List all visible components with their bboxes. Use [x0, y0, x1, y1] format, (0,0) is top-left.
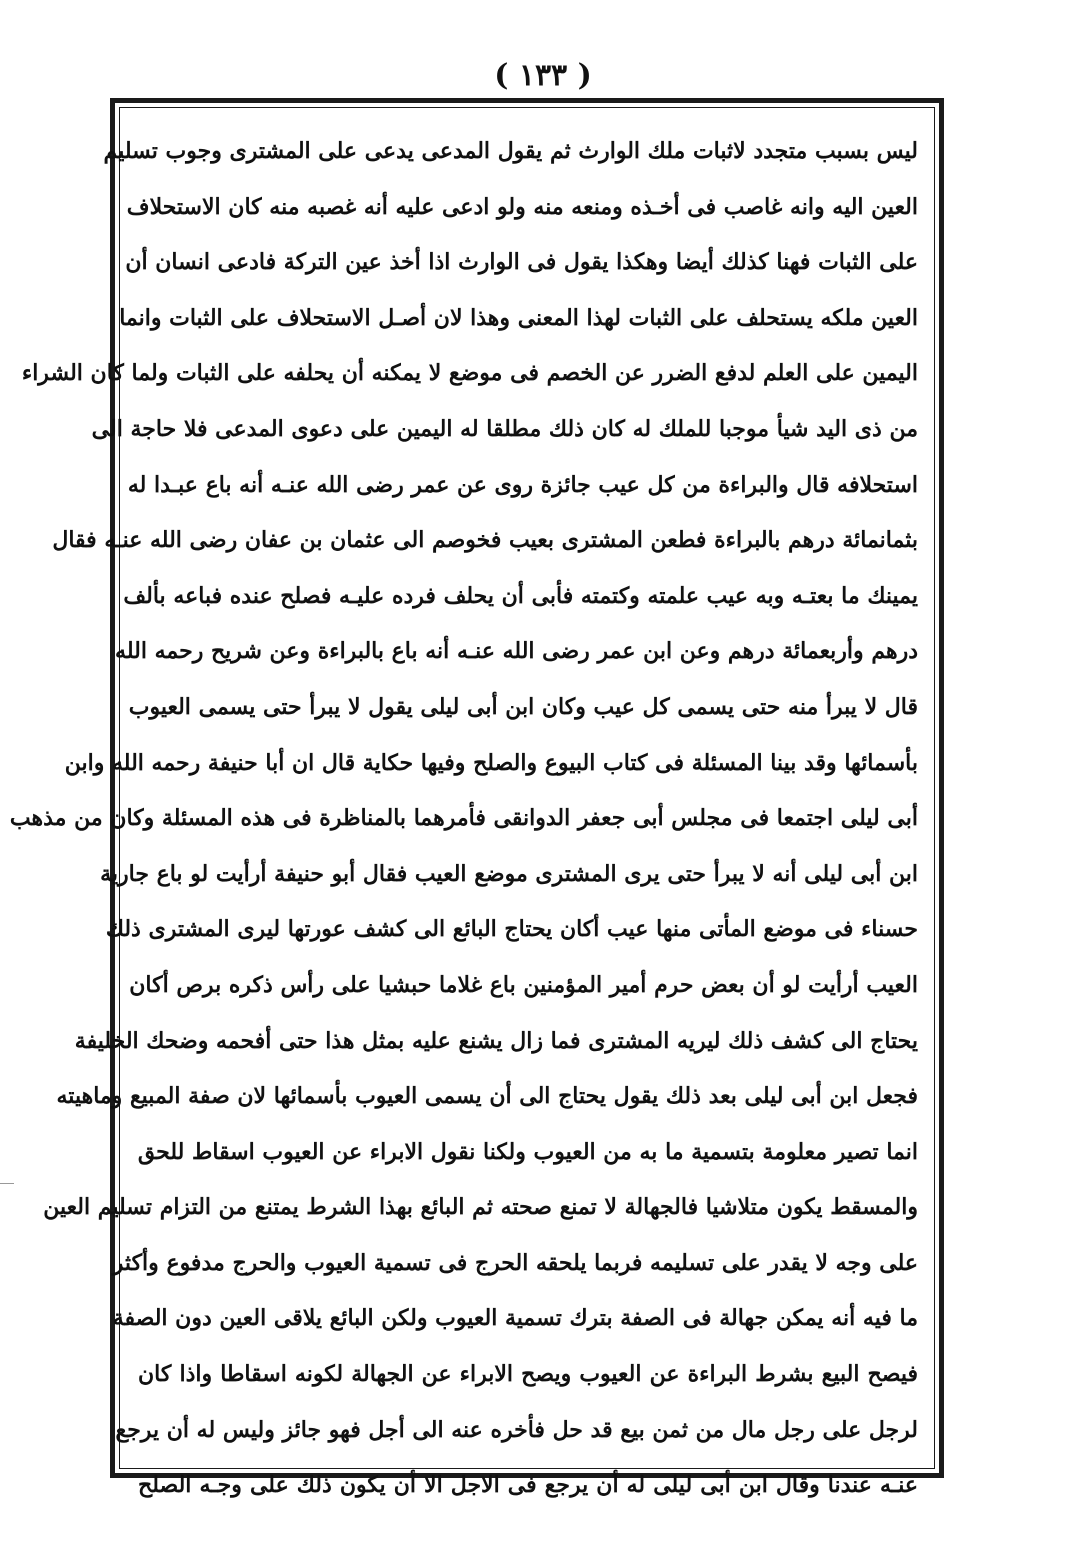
page-number: ( ١٣٣ ) — [494, 58, 592, 93]
text-line: ليس بسبب متجدد لاثبات ملك الوارث ثم يقول المدعى يدعى على المشترى وجوب تسليم — [103, 138, 918, 164]
text-line: اليمين على العلم لدفع الضرر عن الخصم فى موضع لا يمكنه أن يحلفه على الثبات ولما كان الشراء — [21, 360, 918, 387]
text-line: درهم وأربعمائة درهم وعن ابن عمر رضى الله عنـه أنه باع بالبراءة وعن شريح رحمه الله — [115, 638, 918, 665]
body-text — [9, 124, 918, 1499]
text-line: على وجه لا يقدر على تسليمه فربما يلحقه الحرج فى تسمية العيوب والحرج مدفوع وأكثر — [112, 1249, 918, 1276]
text-line: لرجل على رجل مال من ثمن بيع قد حل فأخره عنه الى أجل فهو جائز وليس له أن يرجع — [115, 1416, 918, 1443]
text-line: حسناء فى موضع المأتى منها عيب أكان يحتاج البائع الى كشف عورتها ليرى المشترى ذلك — [105, 916, 918, 943]
text-line: يحتاج الى كشف ذلك ليريه المشترى فما زال يشنع عليه بمثل هذا حتى أفحمه وضحك الخليفة — [74, 1027, 918, 1054]
text-line: بأسمائها وقد بينا المسئلة فى كتاب البيوع والصلح وفيها حكاية قال ان أبا حنيفة رحمه الله وابن — [64, 749, 918, 776]
text-line: العين اليه وانه غاصب فى أخـذه ومنعه منه ولو ادعى عليه أنه غصبه منه كان الاستحلاف — [126, 193, 918, 220]
text-line: ما فيه أنه يمكن جهالة فى الصفة بترك تسمية العيوب ولكن البائع يلاقى العين دون الصفة — [112, 1305, 918, 1332]
text-line: فجعل ابن أبى ليلى بعد ذلك يقول يحتاج الى أن يسمى العيوب بأسمائها لان صفة المبيع وماهيته — [56, 1083, 918, 1110]
text-line: قال لا يبرأ منه حتى يسمى كل عيب وكان ابن أبى ليلى يقول لا يبرأ حتى يسمى العيوب — [128, 693, 918, 720]
text-line: بثمانمائة درهم بالبراءة فطعن المشترى بعيب فخوصم الى عثمان بن عفان رضى الله عنـه فقال — [52, 527, 918, 554]
text-line: ابن أبى ليلى أنه لا يبرأ حتى يرى المشترى موضع العيب فقال أبو حنيفة أرأيت لو باع جارية — [100, 860, 918, 887]
text-line: عنـه عندنا وقال ابن أبى ليلى له أن يرجع فى الاجل الا أن يكون ذلك على وجـه الصلح — [138, 1472, 918, 1499]
text-line: من ذى اليد شيأ موجبا للملك له كان ذلك مطلقا له اليمين على دعوى المدعى فلا حاجة الى — [91, 415, 918, 442]
text-line: على الثبات فهنا كذلك أيضا وهكذا يقول فى الوارث اذا أخذ عين التركة فادعى انسان أن — [125, 249, 918, 276]
text-line: والمسقط يكون متلاشيا فالجهالة لا تمنع صحته ثم البائع بهذا الشرط يمتنع من التزام تسليم العين — [43, 1194, 918, 1221]
text-line: انما تصير معلومة بتسمية ما به من العيوب ولكنا نقول الابراء عن العيوب اسقاط للحق — [137, 1138, 918, 1165]
text-line: فيصح البيع بشرط البراءة عن العيوب ويصح الابراء عن الجهالة لكونه اسقاطا واذا كان — [138, 1361, 918, 1388]
text-line: العين ملكه يستحلف على الثبات لهذا المعنى وهذا لان أصـل الاستحلاف على الثبات وانما — [119, 304, 918, 331]
margin-tick-mark — [0, 1183, 14, 1184]
text-line: يمينك ما بعتـه وبه عيب علمته وكتمته فأبى أن يحلف فرده عليـه فصلح عنده فباعه بألف — [123, 582, 918, 609]
text-line: العيب أرأيت لو أن بعض حرم أمير المؤمنين باع غلاما حبشيا على رأس ذكره برص أكان — [129, 971, 918, 998]
text-line: أبى ليلى اجتمعا فى مجلس أبى جعفر الدوانقى فأمرهما بالمناظرة فى هذه المسئلة وكان من مذهب — [9, 805, 918, 832]
text-line: استحلافه قال والبراءة من كل عيب جائزة روى عن عمر رضى الله عنـه أنه باع عبـدا له — [127, 471, 918, 498]
